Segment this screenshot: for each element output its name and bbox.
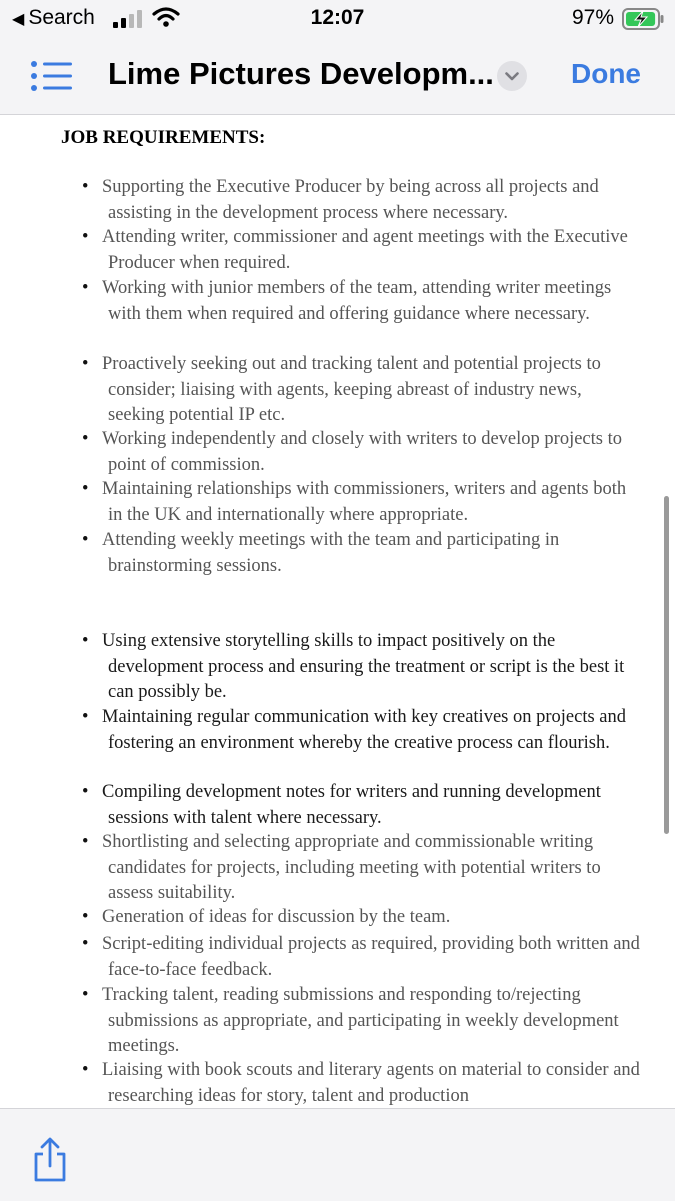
list-icon[interactable] — [30, 60, 74, 92]
status-bar — [0, 0, 675, 38]
requirement-text: Generation of ideas for discussion by the team. — [102, 907, 451, 927]
bullet-icon: • — [82, 631, 89, 651]
requirement-item — [82, 932, 642, 983]
requirement-item — [82, 276, 642, 327]
requirement-text: Maintaining regular communication with key creatives on projects and fostering an environment whereby the creative process can flourish. — [102, 707, 627, 753]
chevron-down-icon — [497, 61, 527, 91]
job-requirements-heading: JOB REQUIREMENTS: — [61, 127, 266, 148]
back-label: Search — [28, 6, 95, 29]
requirement-text: Compiling development notes for writers and running development sessions with talent where necessary. — [102, 782, 601, 828]
requirement-text: Supporting the Executive Producer by being across all projects and assisting in the development process where necessary. — [102, 177, 599, 223]
bullet-icon: • — [82, 782, 89, 802]
requirement-item — [82, 1058, 642, 1108]
requirement-text: Working independently and closely with writers to develop projects to point of commission. — [102, 429, 622, 475]
bullet-icon: • — [82, 354, 89, 374]
done-button[interactable]: Done — [571, 58, 641, 89]
document-viewer[interactable] — [0, 115, 675, 1108]
requirement-text: Proactively seeking out and tracking talent and potential projects to consider; liaising with agents, keeping abreast of industry news, seeking potential IP etc. — [102, 354, 601, 425]
requirement-item — [82, 905, 642, 931]
battery-percentage: 97% — [572, 6, 615, 29]
bullet-icon: • — [82, 934, 89, 954]
bullet-icon: • — [82, 985, 89, 1005]
requirement-item — [82, 225, 642, 276]
title-menu-button[interactable] — [497, 61, 527, 91]
bullet-icon: • — [82, 429, 89, 449]
requirement-text: Working with junior members of the team, attending writer meetings with them when required and offering guidance where necessary. — [102, 278, 612, 324]
requirement-item — [82, 629, 642, 706]
bullet-icon: • — [82, 479, 89, 499]
requirement-text: Script-editing individual projects as required, providing both written and face-to-face feedback. — [102, 934, 640, 980]
bullet-icon: • — [82, 707, 89, 727]
requirement-item — [82, 705, 642, 756]
requirement-item — [82, 528, 642, 579]
share-icon[interactable] — [31, 1137, 69, 1183]
bullet-icon: • — [82, 907, 89, 927]
scroll-indicator[interactable] — [664, 496, 669, 834]
requirement-text: Tracking talent, reading submissions and responding to/rejecting submissions as appropriate, and participating in weekly development meetings. — [102, 985, 619, 1056]
requirement-item — [82, 175, 642, 226]
bullet-icon: • — [82, 832, 89, 852]
requirement-text: Using extensive storytelling skills to impact positively on the development process and ensuring the treatment or script is the best it can possibly be. — [102, 631, 625, 702]
requirement-text: Maintaining relationships with commissioners, writers and agents both in the UK and internationally where appropriate. — [102, 479, 627, 525]
back-triangle-icon: ◀ — [12, 11, 25, 28]
bullet-icon: • — [82, 530, 89, 550]
bullet-icon: • — [82, 278, 89, 298]
requirement-item — [82, 780, 642, 831]
requirement-item — [82, 983, 642, 1060]
bottom-toolbar — [0, 1108, 675, 1201]
bullet-icon: • — [82, 227, 89, 247]
requirement-text: Attending weekly meetings with the team and participating in brainstorming sessions. — [102, 530, 560, 576]
requirement-item — [82, 830, 642, 907]
bullet-icon: • — [82, 1060, 89, 1080]
requirement-text: Shortlisting and selecting appropriate and commissionable writing candidates for projects, including meeting with potential writers to assess suitability. — [102, 832, 601, 903]
top-bar — [0, 0, 675, 115]
document-title: Lime Pictures Developm... — [108, 56, 494, 91]
requirement-text: Liaising with book scouts and literary agents on material to consider and researching ideas for story, talent and production — [102, 1060, 640, 1106]
battery-charging-icon — [622, 8, 664, 30]
clock-time: 12:07 — [310, 6, 365, 29]
bullet-icon: • — [82, 177, 89, 197]
requirement-text: Attending writer, commissioner and agent meetings with the Executive Producer when required. — [102, 227, 628, 273]
requirement-item — [82, 427, 642, 478]
requirement-item — [82, 352, 642, 429]
requirement-item — [82, 477, 642, 528]
